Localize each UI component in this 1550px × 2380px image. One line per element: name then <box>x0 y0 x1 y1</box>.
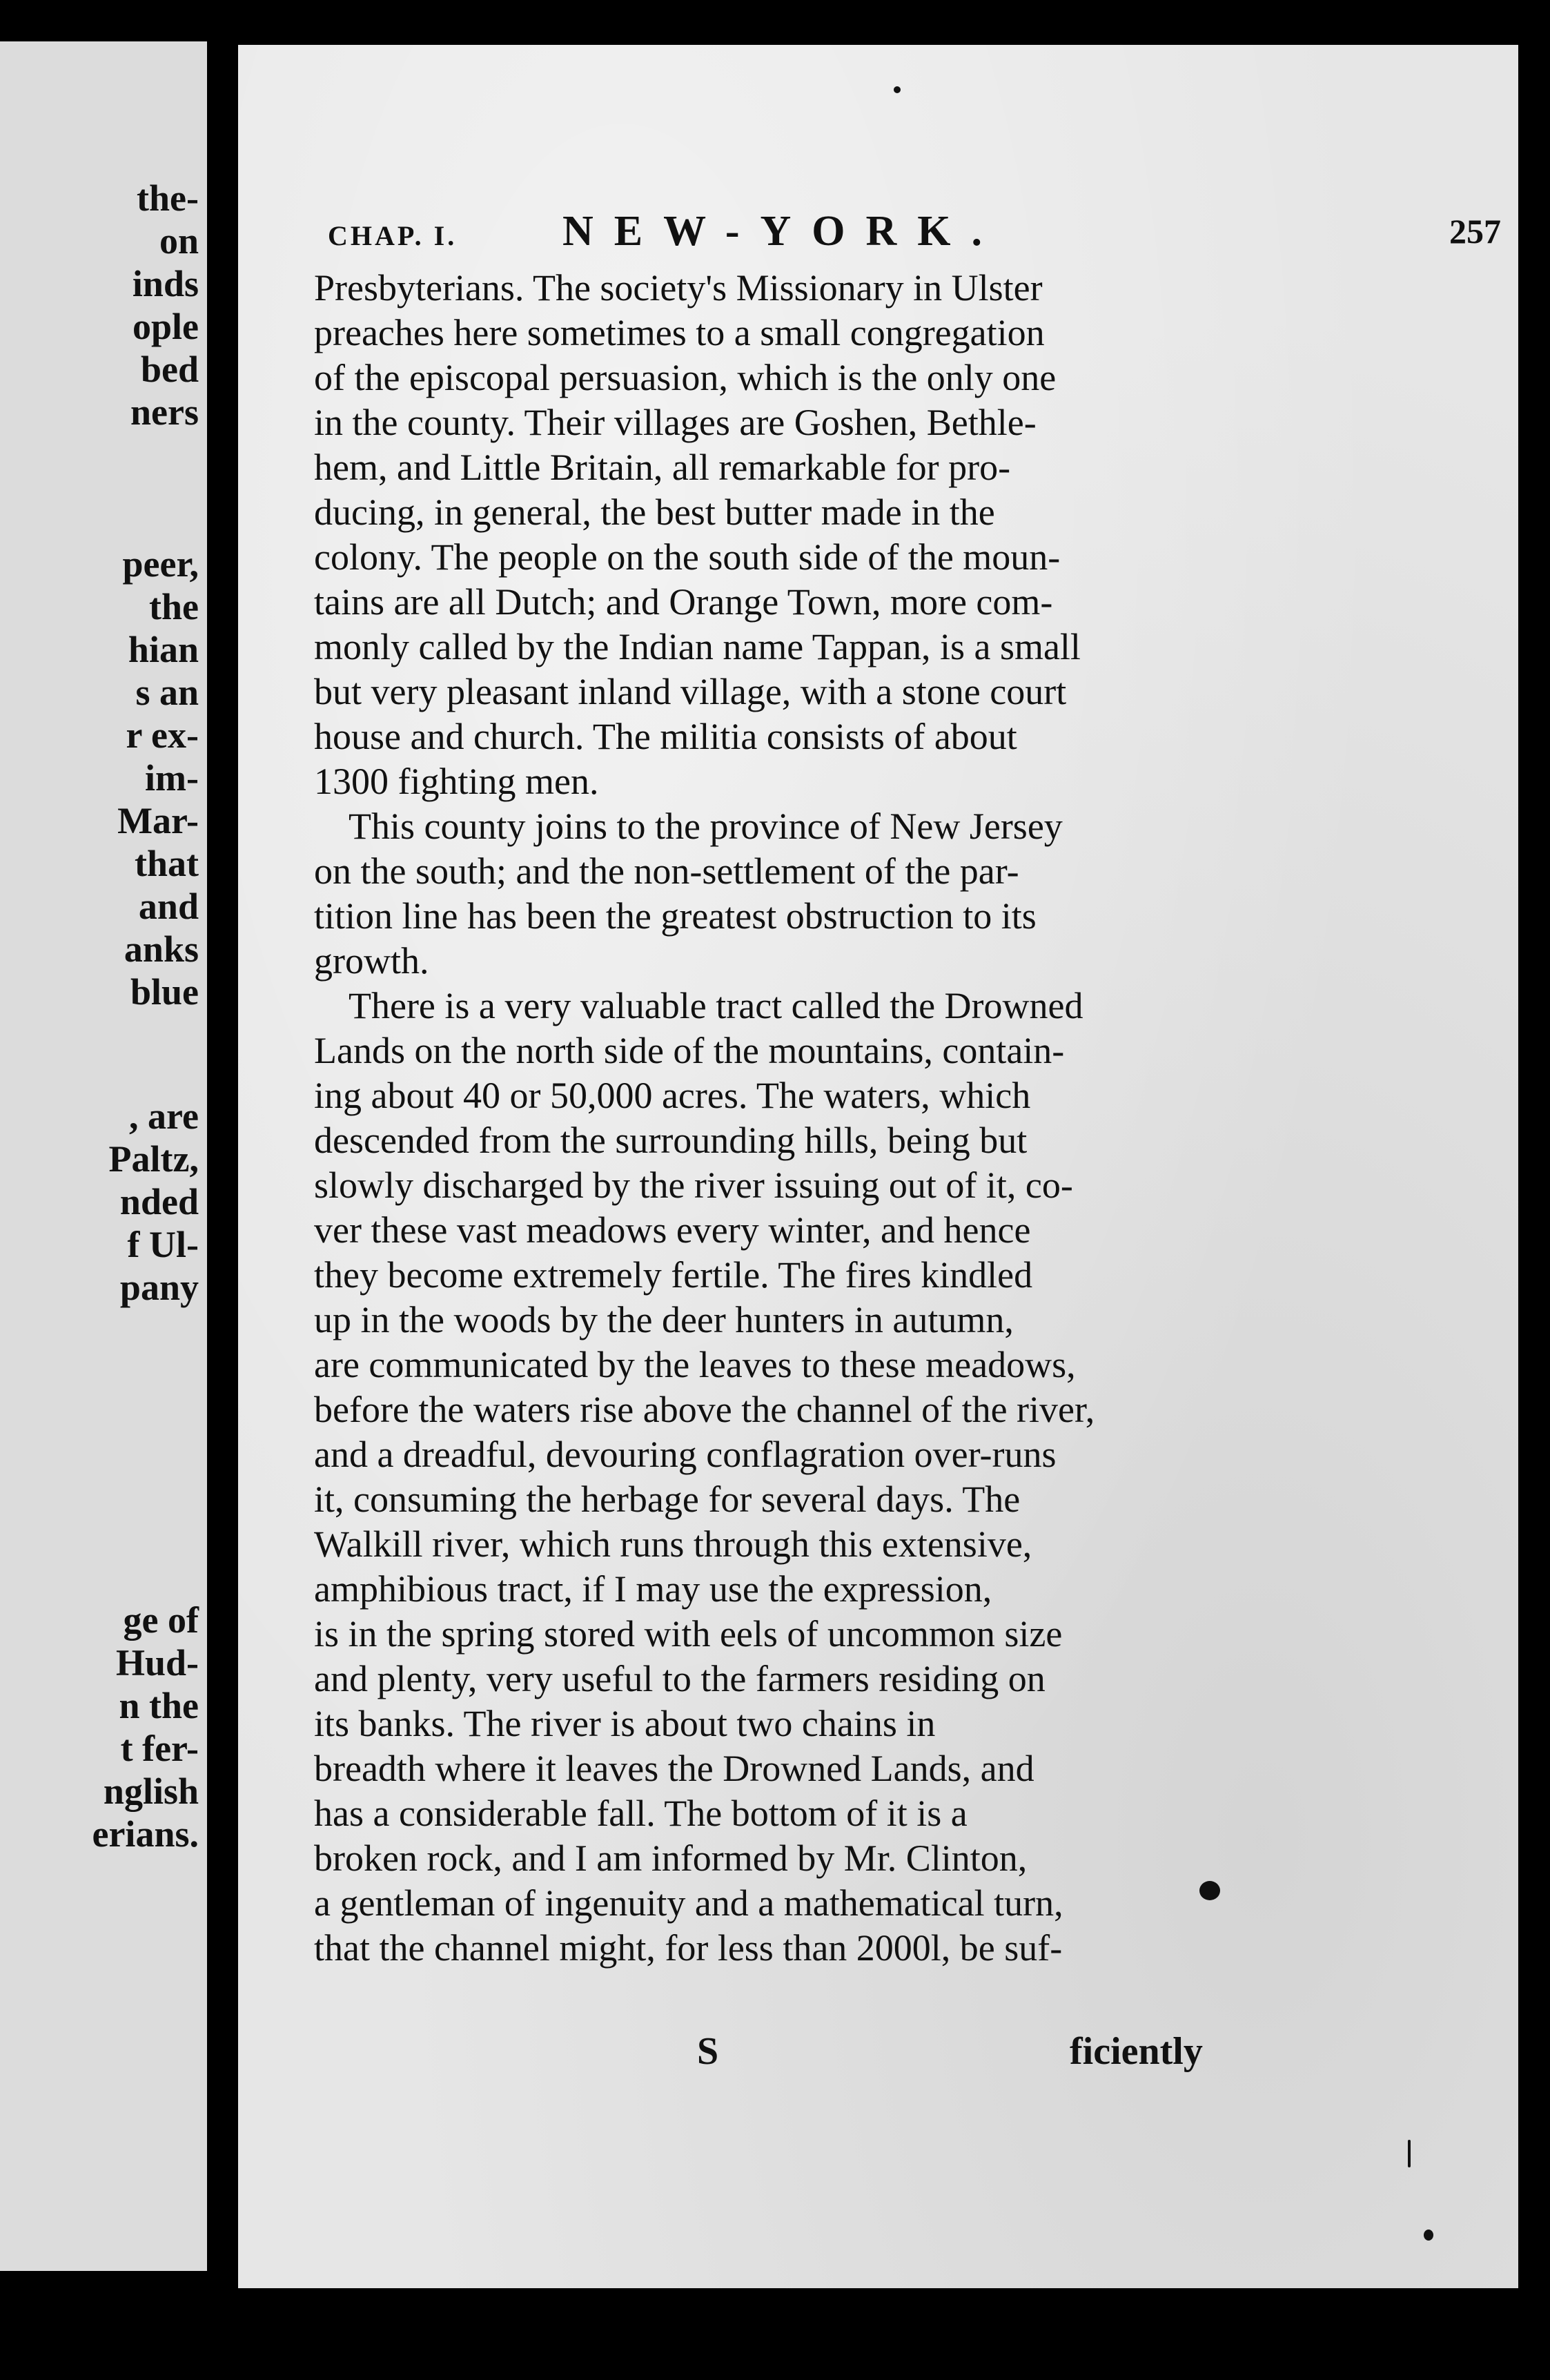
left-page-line: the- <box>137 177 199 219</box>
text-line: Walkill river, which runs through this extensive, <box>314 1523 1032 1565</box>
text-line: in the county. Their villages are Goshen, Bethle- <box>314 402 1037 443</box>
text-line: tition line has been the greatest obstruction to its <box>314 895 1037 937</box>
left-page-line: n the <box>119 1685 199 1726</box>
left-page-line: s an <box>135 672 199 713</box>
left-page-line: inds <box>132 263 199 304</box>
left-page-fragment <box>0 41 208 2271</box>
left-page-line: peer, <box>122 543 199 585</box>
text-line: up in the woods by the deer hunters in autumn, <box>314 1299 1014 1340</box>
text-line: broken rock, and I am informed by Mr. Clinton, <box>314 1837 1028 1879</box>
text-line: amphibious tract, if I may use the expression, <box>314 1568 992 1610</box>
left-page-line: ners <box>130 391 199 433</box>
left-page-line: nded <box>119 1181 199 1222</box>
left-page-line: Mar- <box>117 800 199 841</box>
left-page-line: bed <box>140 349 199 390</box>
left-page-line: t fer- <box>120 1728 199 1769</box>
text-line: are communicated by the leaves to these meadows, <box>314 1344 1076 1385</box>
text-line: is in the spring stored with eels of uncommon size <box>314 1613 1063 1655</box>
left-page-line: Hud- <box>115 1642 199 1684</box>
text-line: 1300 fighting men. <box>314 761 599 802</box>
text-line: a gentleman of ingenuity and a mathematical turn, <box>314 1882 1063 1924</box>
left-page-line: on <box>159 220 199 262</box>
left-page-line: and <box>138 886 199 927</box>
text-line: before the waters rise above the channel of the river, <box>314 1389 1095 1430</box>
left-page-line: that <box>135 843 199 884</box>
left-page-line: ge of <box>123 1599 199 1641</box>
catchword: ficiently <box>1070 2030 1203 2073</box>
left-page-line: f Ul- <box>127 1224 199 1265</box>
left-page-line: anks <box>124 928 199 970</box>
signature-mark: S <box>697 2030 719 2073</box>
text-line: growth. <box>314 940 429 982</box>
text-line: descended from the surrounding hills, being but <box>314 1120 1028 1161</box>
left-page-line: r ex- <box>126 714 199 756</box>
text-line: and a dreadful, devouring conflagration over-runs <box>314 1434 1057 1475</box>
text-line: has a considerable fall. The bottom of it is a <box>314 1793 968 1834</box>
text-line: monly called by the Indian name Tappan, is a small <box>314 626 1081 667</box>
text-line: of the episcopal persuasion, which is the only one <box>314 357 1057 398</box>
text-line: breadth where it leaves the Drowned Lands, and <box>314 1748 1034 1789</box>
left-page-line: ople <box>132 306 199 347</box>
left-page-line: Paltz, <box>108 1138 199 1180</box>
page-number: 257 <box>1449 212 1501 251</box>
left-page-line: im- <box>145 757 199 799</box>
left-page-line: , are <box>129 1095 199 1137</box>
text-line: but very pleasant inland village, with a stone court <box>314 671 1067 712</box>
text-line: that the channel might, for less than 2000l, be suf- <box>314 1927 1063 1969</box>
left-page-line: hian <box>128 629 199 670</box>
book-gutter <box>207 0 242 2380</box>
text-line: ing about 40 or 50,000 acres. The waters, which <box>314 1075 1031 1116</box>
text-line: on the south; and the non-settlement of the par- <box>314 850 1019 892</box>
text-line: it, consuming the herbage for several days. The <box>314 1479 1021 1520</box>
text-line: preaches here sometimes to a small congregation <box>314 312 1045 353</box>
body-text <box>314 266 1235 1971</box>
chapter-label: CHAP. I. <box>328 220 458 251</box>
text-line: and plenty, very useful to the farmers residing on <box>314 1658 1046 1699</box>
left-page-line: pany <box>119 1267 199 1308</box>
text-line: house and church. The militia consists of about <box>314 716 1017 757</box>
text-line: ver these vast meadows every winter, and hence <box>314 1209 1031 1251</box>
text-line: tains are all Dutch; and Orange Town, more com- <box>314 581 1053 623</box>
text-line: slowly discharged by the river issuing out of it, co- <box>314 1164 1073 1206</box>
text-line: colony. The people on the south side of the moun- <box>314 536 1061 578</box>
running-header <box>328 207 1515 262</box>
left-page-line: nglish <box>103 1771 199 1812</box>
text-line: ducing, in general, the best butter made in the <box>314 491 995 533</box>
text-line: This county joins to the province of New Jersey <box>349 806 1063 847</box>
page-title: NEW-YORK. <box>562 208 1003 255</box>
left-page-line: the <box>149 586 199 627</box>
text-line: There is a very valuable tract called the Drowned <box>349 985 1083 1026</box>
text-line: Presbyterians. The society's Missionary in Ulster <box>314 267 1043 309</box>
left-page-line: erians. <box>92 1813 199 1855</box>
text-line: its banks. The river is about two chains in <box>314 1703 936 1744</box>
text-line: Lands on the north side of the mountains, contain- <box>314 1030 1065 1071</box>
text-line: hem, and Little Britain, all remarkable for pro- <box>314 447 1011 488</box>
left-page-line: blue <box>130 971 199 1013</box>
text-line: they become extremely fertile. The fires kindled <box>314 1254 1033 1296</box>
